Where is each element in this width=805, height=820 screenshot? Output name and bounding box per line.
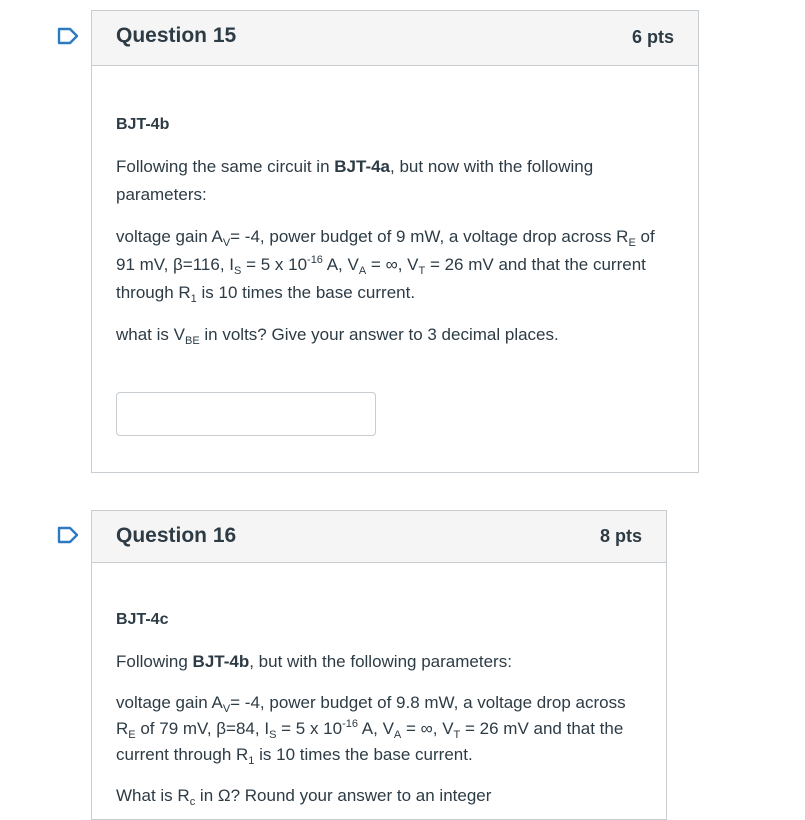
question-title: Question 16 (116, 524, 237, 547)
question-prompt: what is $V_{BE}$ in volts? Give your answer to 3 decimal places. (116, 325, 559, 347)
question-15-header (92, 11, 698, 66)
question-16-card (91, 510, 667, 820)
question-title: Question 15 (116, 24, 237, 47)
question-subtitle: BJT-4c (116, 611, 169, 628)
question-16-body (116, 606, 642, 810)
question-points: 6 pts (631, 27, 674, 47)
flag-question-icon[interactable] (57, 526, 79, 544)
question-15-body (116, 111, 674, 349)
flag-question-icon[interactable] (57, 27, 79, 45)
question-prompt: What is $R_c$ in Ω? Round your answer to an integer (116, 786, 492, 808)
question-16-header (92, 511, 666, 563)
question-parameters: voltage gain $A_V= -4$, power budget of 9 mW, a voltage drop across $R_E$ of 91 mV, β=116, $I_S = 5$ x $10^{-16}$ A, $V_A$ = ∞, $V_T = 26$ mV and that the current through $R_1$ is 10 times the base current. (116, 227, 655, 305)
question-paragraph: Following BJT-4b, but with the following parameters: (116, 652, 512, 671)
answer-input[interactable] (116, 392, 376, 436)
question-parameters: voltage gain $A_V= -4$, power budget of 9.8 mW, a voltage drop across $R_E$ of 79 mV, β=84, $I_S = 5$ x $10^{-16}$ A, $V_A$ = ∞, $V_T = 26$ mV and that the current through $R_1$ is 10 times the base current. (116, 693, 626, 767)
question-15-card (91, 10, 699, 473)
question-paragraph: Following the same circuit in BJT-4a, but now with the following parameters: (116, 157, 594, 204)
question-points: 8 pts (599, 526, 642, 546)
question-subtitle: BJT-4b (116, 116, 170, 133)
